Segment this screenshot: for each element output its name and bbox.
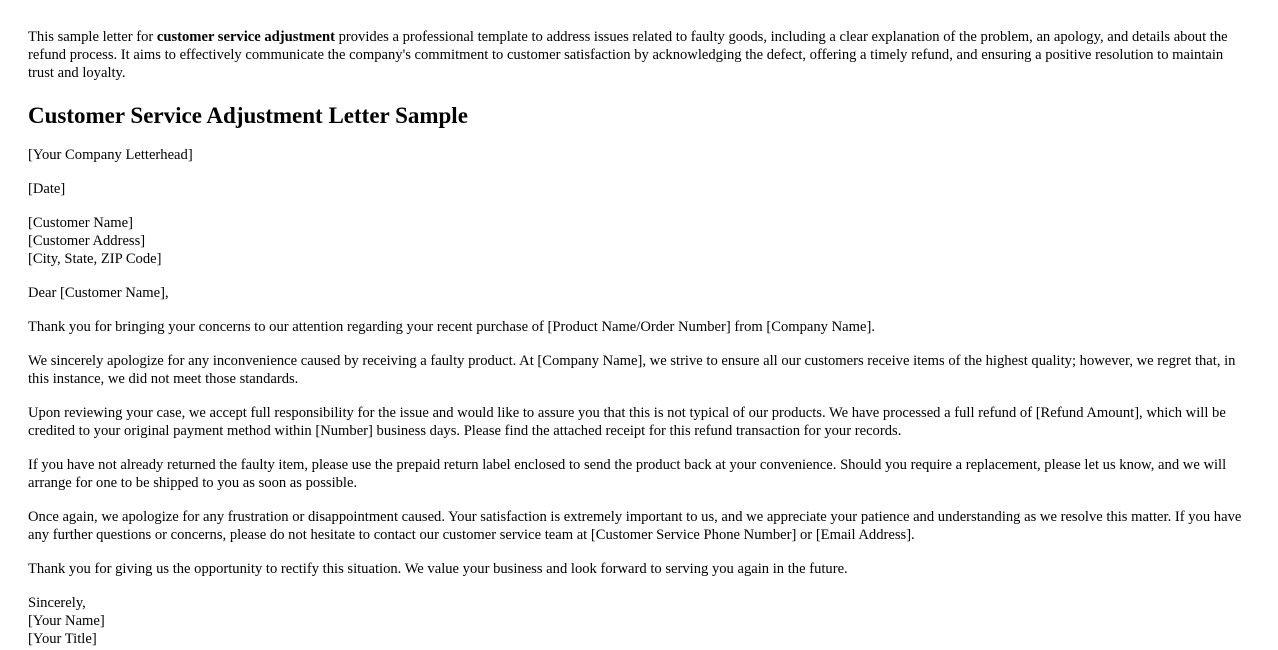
valediction: Sincerely, [28,595,86,611]
letter-paragraph-2: We sincerely apologize for any inconvenience caused by receiving a faulty product. At [Company Name], we strive to ensure all our customers receive items of the highest quality; however, we regret that, in this instance, we did not meet those standards. [28,353,1236,387]
intro-paragraph [28,28,1250,82]
salutation: Dear [Customer Name], [28,285,169,301]
intro-text-before: This sample letter for [28,29,157,45]
closing-block [28,594,1250,648]
letter-paragraph-4: If you have not already returned the faulty item, please use the prepaid return label enclosed to send the product back at your convenience. Should you require a replacement, please let us know, and we will arrange for one to be shipped to you as soon as possible. [28,457,1227,491]
signer-name: [Your Name] [28,613,105,629]
letterhead: [Your Company Letterhead] [28,147,193,163]
letter-paragraph-3: Upon reviewing your case, we accept full responsibility for the issue and would like to assure you that this is not typical of our products. We have processed a full refund of [Refund Amount], which will be credited to your original payment method within [Number] business days. Please find the attached receipt for this refund transaction for your records. [28,405,1226,439]
customer-name: [Customer Name] [28,215,133,231]
letter-paragraph-1: Thank you for bringing your concerns to our attention regarding your recent purchase of [Product Name/Order Number] from [Company Name]. [28,319,875,335]
customer-address: [Customer Address] [28,233,146,249]
page-title: Customer Service Adjustment Letter Sample [28,103,468,128]
letter-paragraph-6: Thank you for giving us the opportunity to rectify this situation. We value your business and look forward to serving you again in the future. [28,561,848,577]
letter-date: [Date] [28,181,66,197]
signer-title: [Your Title] [28,631,97,647]
customer-city-state-zip: [City, State, ZIP Code] [28,251,162,267]
customer-address-block [28,214,1250,268]
intro-text-after: provides a professional template to address issues related to faulty goods, including a clear explanation of the problem, an apology, and details about the refund process. It aims to effectively communicate the company's commitment to customer satisfaction by acknowledging the defect, offering a timely refund, and ensuring a positive resolution to maintain trust and loyalty. [28,29,1228,81]
letter-paragraph-5: Once again, we apologize for any frustration or disappointment caused. Your satisfaction is extremely important to us, and we appreciate your patience and understanding as we resolve this matter. If you have any further questions or concerns, please do not hesitate to contact our customer service team at [Customer Service Phone Number] or [Email Address]. [28,509,1242,543]
intro-bold-phrase: customer service adjustment [156,29,335,45]
